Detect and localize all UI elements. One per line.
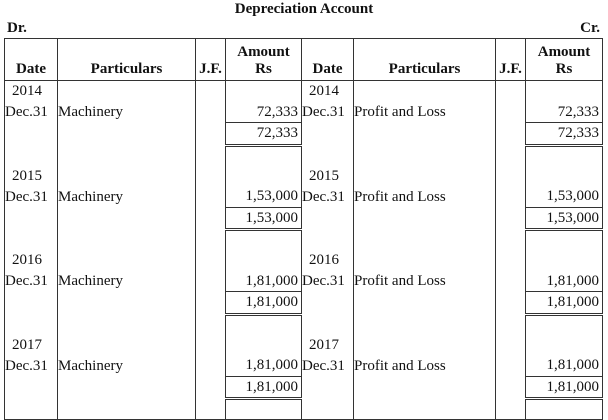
credit-date: Dec.31 [302,271,354,292]
debit-particulars: Machinery [58,186,196,207]
entry-row [5,355,603,376]
year-row [5,335,603,356]
debit-particulars: Machinery [58,102,196,123]
year-row [5,81,603,102]
credit-year: 2017 [302,335,354,356]
entry-row [5,102,603,123]
header-row [5,39,603,81]
credit-total: 1,53,000 [526,207,603,230]
debit-year: 2016 [5,250,58,271]
debit-amount: 1,81,000 [226,355,302,376]
credit-date: Dec.31 [302,355,354,376]
debit-date: Dec.31 [5,102,58,123]
debit-particulars: Machinery [58,271,196,292]
credit-amount-header [526,39,603,81]
credit-date: Dec.31 [302,186,354,207]
amount-header-line2: Rs [555,61,573,77]
total-row [5,292,603,315]
debit-date: Dec.31 [5,186,58,207]
debit-amount: 1,81,000 [226,271,302,292]
credit-amount: 1,53,000 [526,186,603,207]
debit-total: 1,81,000 [226,376,302,399]
debit-total: 1,81,000 [226,292,302,315]
debit-year: 2015 [5,166,58,187]
debit-total: 72,333 [226,123,302,146]
debit-amount: 1,53,000 [226,186,302,207]
debit-date-header: Date [5,39,58,81]
credit-year: 2014 [302,81,354,102]
debit-year: 2017 [5,335,58,356]
year-row [5,166,603,187]
total-row [5,123,603,146]
credit-amount: 72,333 [526,102,603,123]
credit-total: 1,81,000 [526,376,603,399]
page-title: Depreciation Account [234,1,374,17]
credit-particulars: Profit and Loss [354,355,496,376]
debit-particulars: Machinery [58,355,196,376]
amount-header-line1: Amount [537,44,591,60]
amount-header-line1: Amount [237,44,290,60]
debit-year: 2014 [5,81,58,102]
credit-amount: 1,81,000 [526,271,603,292]
debit-side-label: Dr. [7,20,27,36]
credit-side-label: Cr. [580,20,600,36]
credit-date: Dec.31 [302,102,354,123]
year-row [5,250,603,271]
debit-date: Dec.31 [5,271,58,292]
entry-row [5,271,603,292]
credit-particulars: Profit and Loss [354,102,496,123]
credit-year: 2015 [302,166,354,187]
credit-particulars: Profit and Loss [354,271,496,292]
debit-jf-header: J.F. [196,39,226,81]
credit-amount: 1,81,000 [526,355,603,376]
debit-amount: 72,333 [226,102,302,123]
credit-particulars: Profit and Loss [354,186,496,207]
credit-total: 72,333 [526,123,603,146]
credit-particulars-header: Particulars [354,39,496,81]
credit-date-header: Date [302,39,354,81]
depreciation-ledger-table [4,38,603,420]
debit-amount-header [226,39,302,81]
credit-year: 2016 [302,250,354,271]
amount-header-line2: Rs [255,61,272,77]
total-row [5,376,603,399]
entry-row [5,186,603,207]
credit-total: 1,81,000 [526,292,603,315]
credit-jf-header: J.F. [496,39,526,81]
total-row [5,207,603,230]
debit-particulars-header: Particulars [58,39,196,81]
debit-total: 1,53,000 [226,207,302,230]
debit-date: Dec.31 [5,355,58,376]
